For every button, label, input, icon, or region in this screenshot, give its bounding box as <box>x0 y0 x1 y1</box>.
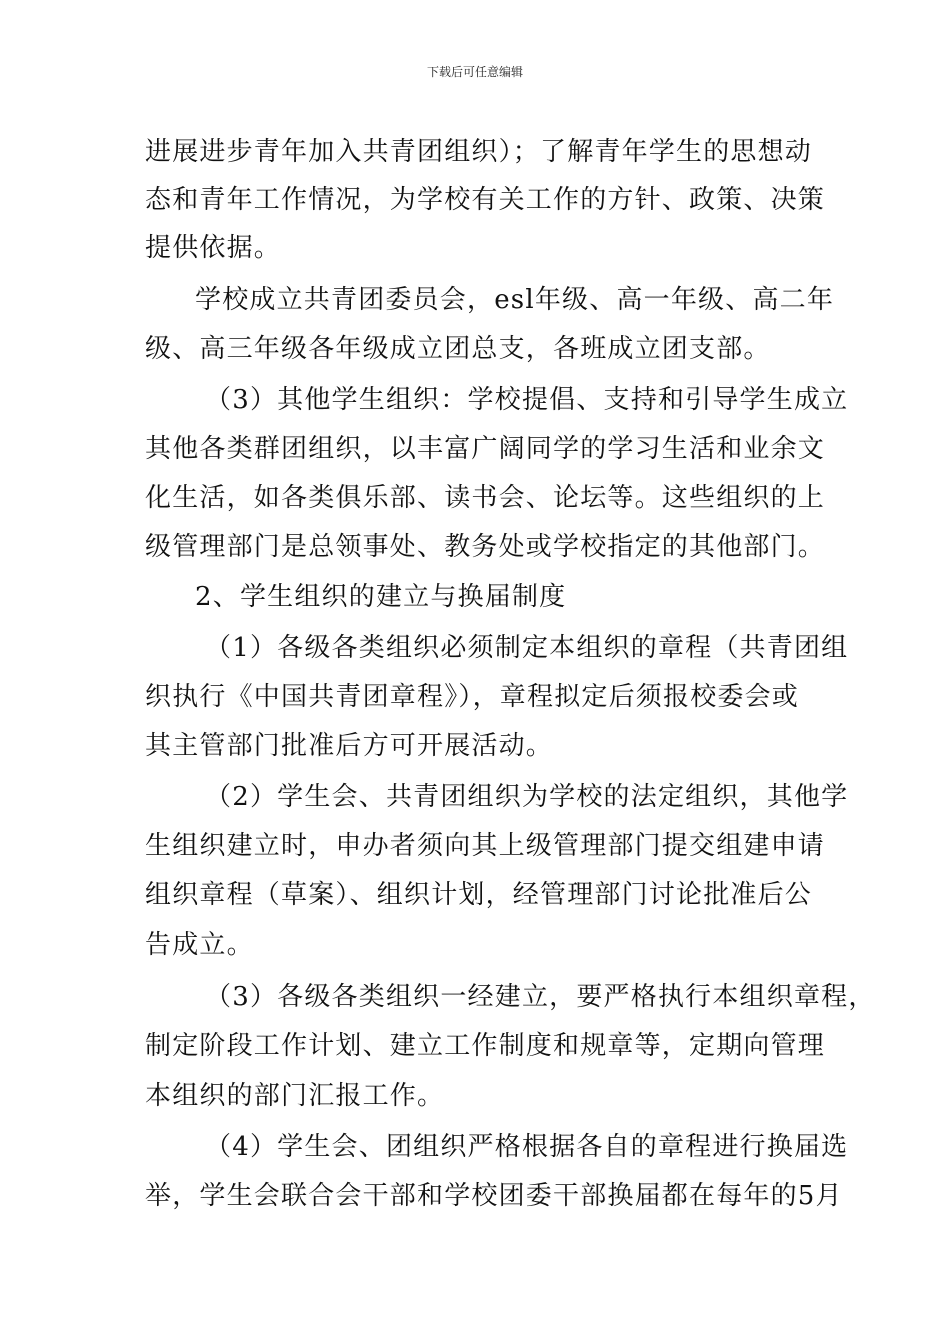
body-line: 进展进步青年加入共青团组织）；了解青年学生的思想动 <box>145 137 813 167</box>
body-line: 其他各类群团组织，以丰富广阔同学的学习生活和业余文 <box>145 434 826 464</box>
body-line: 制定阶段工作计划、建立工作制度和规章等，定期向管理 <box>145 1031 826 1061</box>
body-line: （3）其他学生组织：学校提倡、支持和引导学生成立 <box>205 385 849 415</box>
body-line: 本组织的部门汇报工作。 <box>145 1081 445 1111</box>
body-line: （4）学生会、团组织严格根据各自的章程进行换届选 <box>205 1132 849 1162</box>
body-line: （2）学生会、共青团组织为学校的法定组织，其他学 <box>205 782 849 812</box>
body-line: 生组织建立时，申办者须向其上级管理部门提交组建申请 <box>145 831 826 861</box>
section-heading: 2、学生组织的建立与换届制度 <box>195 582 567 612</box>
body-line: 织执行《中国共青团章程》），章程拟定后须报校委会或 <box>145 682 800 712</box>
body-line: 告成立。 <box>145 930 254 960</box>
body-line: 其主管部门批准后方可开展活动。 <box>145 731 554 761</box>
page-header: 下载后可任意编辑 <box>426 65 523 79</box>
body-line: （3）各级各类组织一经建立，要严格执行本组织章程， <box>205 982 876 1012</box>
body-line: 化生活，如各类俱乐部、读书会、论坛等。这些组织的上 <box>145 483 826 513</box>
body-line: 学校成立共青团委员会，esl年级、高一年级、高二年 <box>195 285 835 315</box>
body-line: 态和青年工作情况，为学校有关工作的方针、政策、决策 <box>145 185 826 215</box>
body-line: 举，学生会联合会干部和学校团委干部换届都在每年的5月 <box>145 1181 843 1211</box>
body-line: 级、高三年级各年级成立团总支，各班成立团支部。 <box>145 334 771 364</box>
body-line: 级管理部门是总领事处、教务处或学校指定的其他部门。 <box>145 532 826 562</box>
body-line: 提供依据。 <box>145 233 282 263</box>
body-line: 组织章程（草案）、组织计划，经管理部门讨论批准后公 <box>145 880 813 910</box>
body-line: （1）各级各类组织必须制定本组织的章程（共青团组 <box>205 633 849 663</box>
